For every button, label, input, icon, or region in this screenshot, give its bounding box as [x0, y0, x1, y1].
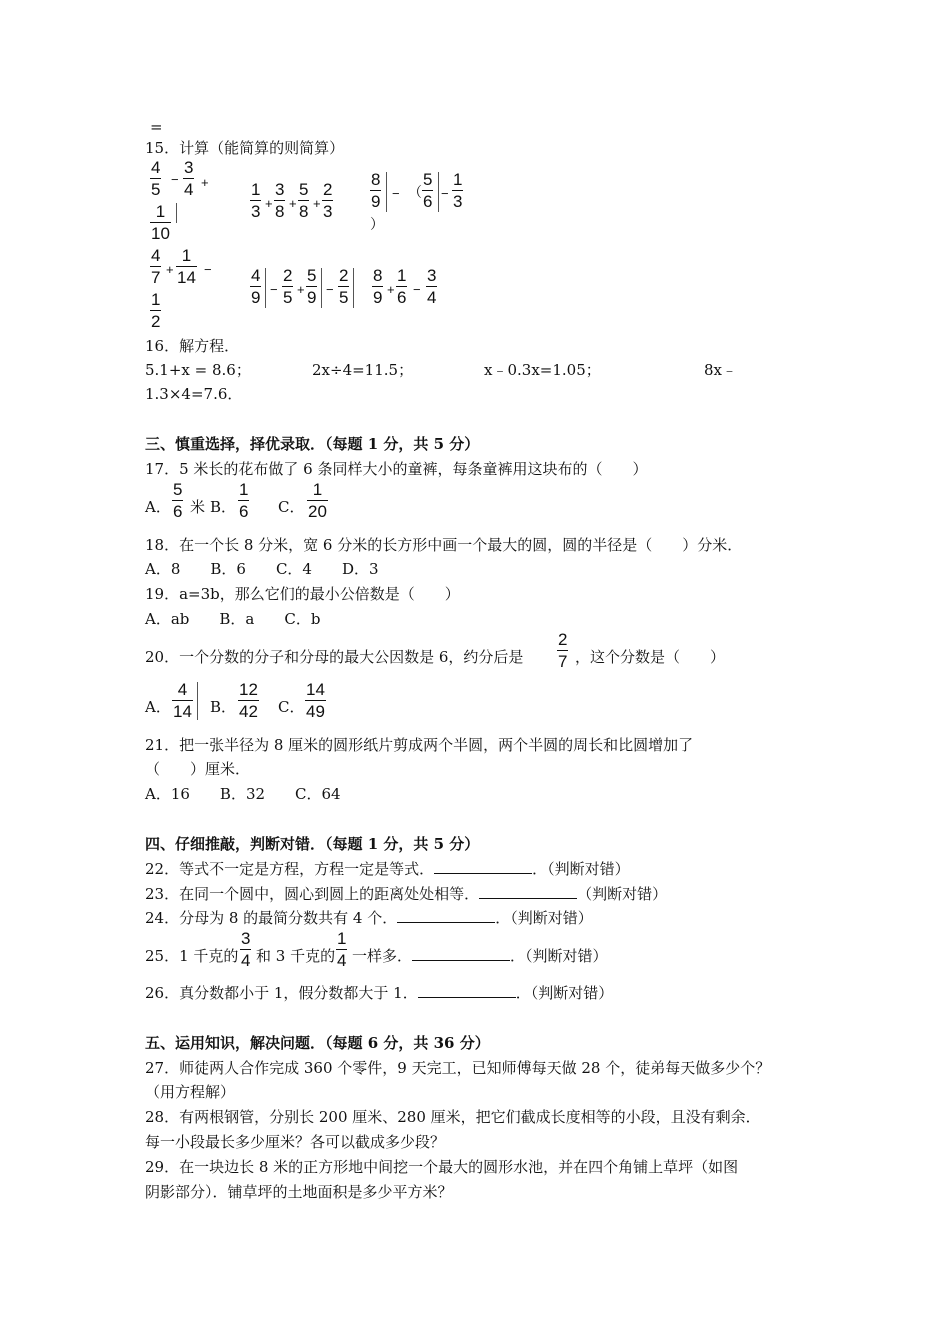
fraction: 12 42: [239, 680, 258, 721]
fraction: 8 9: [371, 170, 381, 211]
fraction: 1 6: [397, 266, 407, 307]
operator: −: [413, 282, 421, 297]
q21-options: A．16 B．32 C．64: [145, 785, 341, 803]
top-equals: =: [150, 118, 163, 136]
option-label: A．: [145, 698, 171, 716]
operator: +: [289, 196, 297, 211]
q20-stem-b: ，这个分数是（ ）: [575, 648, 726, 666]
fraction: 3 4: [184, 158, 194, 199]
fraction: 1 3: [251, 180, 261, 221]
q16-eq1: 5.1+x = 8.6；: [145, 361, 251, 379]
option-label: B．: [210, 498, 237, 516]
operator: −: [270, 282, 278, 297]
q16-eq3: x﹣0.3x=1.05；: [484, 361, 601, 379]
fraction: 1 4: [337, 929, 347, 970]
divider: [176, 203, 177, 223]
q16-eq4-part2: 1.3×4=7.6．: [145, 385, 243, 403]
operator: −: [326, 282, 334, 297]
q27-line2: （用方程解）: [145, 1083, 236, 1101]
fraction: 5 9: [307, 266, 317, 307]
fraction: 8 9: [373, 266, 383, 307]
answer-blank[interactable]: [479, 886, 577, 899]
fraction: 2 5: [339, 266, 349, 307]
operator: +: [313, 196, 321, 211]
operator: −: [392, 186, 400, 201]
q21-stem-line2: （ ）厘米．: [145, 760, 251, 778]
option-label: C．: [278, 698, 305, 716]
q25-part-a: 25．1 千克的: [145, 947, 239, 965]
section-4-heading: 四、仔细推敲，判断对错．（每题 1 分，共 5 分）: [145, 835, 480, 853]
divider: [386, 172, 387, 212]
q16-title: 16．解方程．: [145, 337, 240, 355]
answer-blank[interactable]: [397, 910, 495, 923]
q17-stem: 17．5 米长的花布做了 6 条同样大小的童裤，每条童裤用这块布的（ ）: [145, 460, 648, 478]
q23: 23．在同一个圆中，圆心到圆上的距离处处相等． （判断对错）: [145, 885, 668, 903]
fraction: 3 4: [241, 929, 251, 970]
fraction: 1 3: [453, 170, 463, 211]
q18-stem: 18．在一个长 8 分米，宽 6 分米的长方形中画一个最大的圆，圆的半径是（ ）分米．: [145, 536, 743, 554]
operator: +: [166, 262, 174, 277]
fraction: 1 10: [151, 202, 170, 243]
divider: [438, 172, 439, 212]
q25-part-b: 和 3 千克的: [256, 947, 336, 965]
q21-stem-line1: 21．把一张半径为 8 厘米的圆形纸片剪成两个半圆，两个半圆的周长和比圆增加了: [145, 736, 694, 754]
fraction: 1 20: [308, 480, 327, 521]
divider: [197, 682, 198, 720]
q18-options: A．8 B．6 C．4 D．3: [145, 560, 379, 578]
divider: [265, 268, 266, 308]
fraction: 3 8: [275, 180, 285, 221]
fraction: 5 8: [299, 180, 309, 221]
fraction: 5 6: [173, 480, 183, 521]
fraction: 1 14: [177, 246, 196, 287]
divider: [353, 268, 354, 308]
fraction: 4 5: [151, 158, 161, 199]
q28-line2: 每一小段最长多少厘米？各可以截成多少段？: [145, 1133, 446, 1151]
q26: 26．真分数都小于 1，假分数都大于 1． ．（判断对错）: [145, 984, 614, 1002]
answer-blank[interactable]: [412, 948, 510, 961]
option-label: A．: [145, 498, 171, 516]
q19-options: A．ab B．a C．b: [145, 610, 321, 628]
operator: −: [171, 172, 179, 187]
q22: 22．等式不一定是方程，方程一定是等式． ．（判断对错）: [145, 860, 630, 878]
q27-line1: 27．师徒两人合作完成 360 个零件，9 天完工，已知师傅每天做 28 个，徒弟每天做多少个？: [145, 1059, 771, 1077]
close-paren: ）: [370, 217, 384, 233]
fraction: 4 7: [151, 246, 161, 287]
q24: 24．分母为 8 的最简分数共有 4 个． ．（判断对错）: [145, 909, 593, 927]
q29-line1: 29．在一块边长 8 米的正方形地中间挖一个最大的圆形水池，并在四个角铺上草坪（如图: [145, 1158, 739, 1176]
answer-blank[interactable]: [418, 985, 516, 998]
divider: [321, 268, 322, 308]
fraction: 14 49: [306, 680, 325, 721]
open-paren: （: [408, 185, 422, 201]
fraction: 2 5: [283, 266, 293, 307]
q16-eq2: 2x÷4=11.5；: [312, 361, 414, 379]
fraction: 2 3: [323, 180, 333, 221]
q25-part-c: 一样多． ．（判断对错）: [352, 947, 608, 965]
operator: +: [387, 282, 395, 297]
fraction: 1 2: [151, 290, 161, 331]
unit-label: 米: [190, 498, 206, 516]
q15-title: 15．计算（能简算的则简算）: [145, 139, 345, 157]
section-3-heading: 三、慎重选择，择优录取．（每题 1 分，共 5 分）: [145, 435, 480, 453]
q28-line1: 28．有两根钢管，分别长 200 厘米、280 厘米，把它们截成长度相等的小段，且没有剩余．: [145, 1108, 761, 1126]
fraction: 4 14: [173, 680, 192, 721]
answer-blank[interactable]: [434, 861, 532, 874]
q29-line2: 阴影部分）．铺草坪的土地面积是多少平方米？: [145, 1183, 453, 1201]
operator: −: [204, 262, 212, 277]
fraction: 2 7: [558, 630, 568, 671]
operator: +: [265, 196, 273, 211]
fraction: 5 6: [423, 170, 433, 211]
q19-stem: 19．a=3b，那么它们的最小公倍数是（ ）: [145, 585, 460, 603]
fraction: 1 6: [239, 480, 249, 521]
fraction: 4 9: [251, 266, 261, 307]
q16-eq4-part1: 8x﹣: [704, 361, 738, 379]
section-5-heading: 五、运用知识，解决问题．（每题 6 分，共 36 分）: [145, 1034, 490, 1052]
fraction: 3 4: [427, 266, 437, 307]
operator: −: [441, 186, 449, 201]
option-label: B．: [210, 698, 237, 716]
operator: +: [201, 175, 209, 190]
operator: +: [297, 282, 305, 297]
option-label: C．: [278, 498, 305, 516]
q20-stem-a: 20．一个分数的分子和分母的最大公因数是 6，约分后是: [145, 648, 524, 666]
